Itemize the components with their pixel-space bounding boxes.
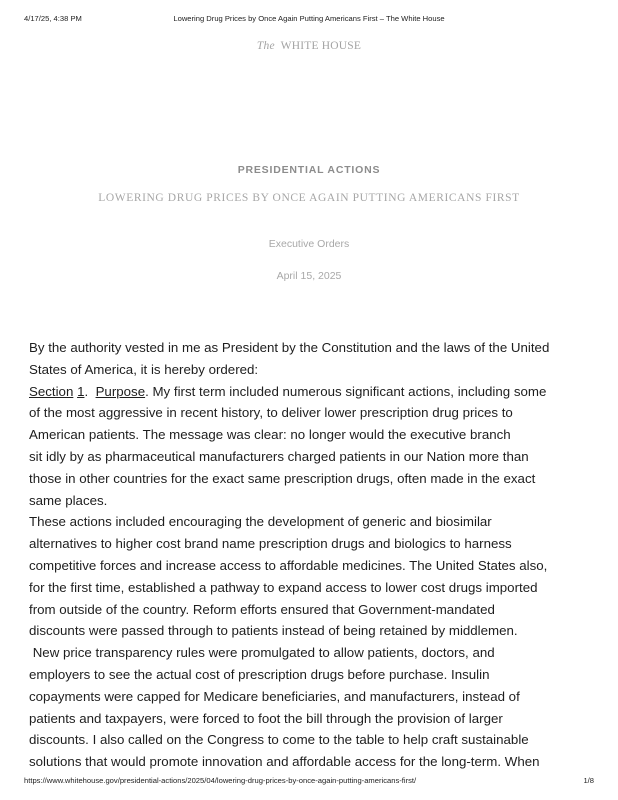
body-line: New price transparency rules were promulgated to allow patients, doctors, and bbox=[29, 645, 495, 661]
section-1-paragraph: Section 1. Purpose. My first term included numerous significant actions, including some of the most aggressive in recent history, to deliver lower prescription drug prices to American patients. The message was clear: no longer would the executive branch sit idly by as pharmaceutical manufacturers charged patients in our Nation more than those in other countries for the exact same prescription drugs, often made in the exact same places. bbox=[29, 383, 547, 508]
section-label: Section bbox=[29, 383, 74, 399]
publish-date: April 15, 2025 bbox=[276, 270, 342, 282]
print-datetime: 4/17/25, 4:38 PM bbox=[24, 14, 82, 23]
purpose-label: Purpose bbox=[95, 383, 146, 399]
body-line: for the first time, established a pathway to expand access to lower cost drugs imported bbox=[29, 579, 538, 595]
section-number: 1 bbox=[77, 383, 85, 399]
body-line: patients and taxpayers, were forced to foot the bill through the provision of larger bbox=[29, 710, 503, 726]
body-line: from outside of the country. Reform efforts ensured that Government-mandated bbox=[29, 601, 495, 617]
intro-paragraph bbox=[29, 337, 594, 381]
body-line: American patients. The message was clear: no longer would the executive branch bbox=[29, 427, 511, 443]
body-line: of the most aggressive in recent history, to deliver lower prescription drug prices to bbox=[29, 405, 513, 421]
body-line: same places. bbox=[29, 492, 108, 508]
body-line: competitive forces and increase access to affordable medicines. The United States also, bbox=[29, 557, 548, 573]
page-number: 1/8 bbox=[583, 776, 594, 785]
section-eyebrow[interactable]: PRESIDENTIAL ACTIONS bbox=[237, 164, 381, 176]
body-paragraph bbox=[29, 511, 594, 773]
body-line: discounts. I also called on the Congress to come to the table to help craft sustainable bbox=[29, 732, 529, 748]
white-house-logo[interactable] bbox=[0, 40, 618, 52]
page-title: LOWERING DRUG PRICES BY ONCE AGAIN PUTTING AMERICANS FIRST bbox=[98, 192, 520, 204]
logo-white-house: WHITE HOUSE bbox=[280, 40, 362, 52]
print-header bbox=[0, 14, 618, 26]
print-footer bbox=[0, 776, 618, 788]
print-document-title: Lowering Drug Prices by Once Again Putting Americans First – The White House bbox=[173, 14, 445, 23]
body-line: sit idly by as pharmaceutical manufacturers charged patients in our Nation more than bbox=[29, 448, 529, 464]
body-line: These actions included encouraging the development of generic and biosimilar bbox=[29, 514, 492, 530]
category-link[interactable]: Executive Orders bbox=[268, 238, 350, 250]
body-line: States of America, it is hereby ordered: bbox=[29, 361, 259, 377]
body-line: employers to see the actual cost of prescription drugs before purchase. Insulin bbox=[29, 666, 490, 682]
body-line: discounts were passed through to patients instead of being retained by middlemen. bbox=[29, 623, 518, 639]
body-line: . My first term included numerous significant actions, including some bbox=[145, 383, 547, 399]
body-line: alternatives to higher cost brand name prescription drugs and biologics to harness bbox=[29, 536, 512, 552]
print-url: https://www.whitehouse.gov/presidential-actions/2025/04/lowering-drug-prices-by-once-again-putting-americans-first/ bbox=[24, 776, 417, 785]
body-line: By the authority vested in me as President by the Constitution and the laws of the United bbox=[29, 340, 550, 355]
logo-the: The bbox=[256, 40, 275, 52]
body-line: copayments were capped for Medicare beneficiaries, and manufacturers, instead of bbox=[29, 688, 520, 704]
article-body bbox=[29, 337, 594, 773]
body-line: those in other countries for the exact same prescription drugs, often made in the exact bbox=[29, 470, 536, 486]
body-line: solutions that would promote innovation and affordable access for the long-term. When bbox=[29, 754, 540, 770]
